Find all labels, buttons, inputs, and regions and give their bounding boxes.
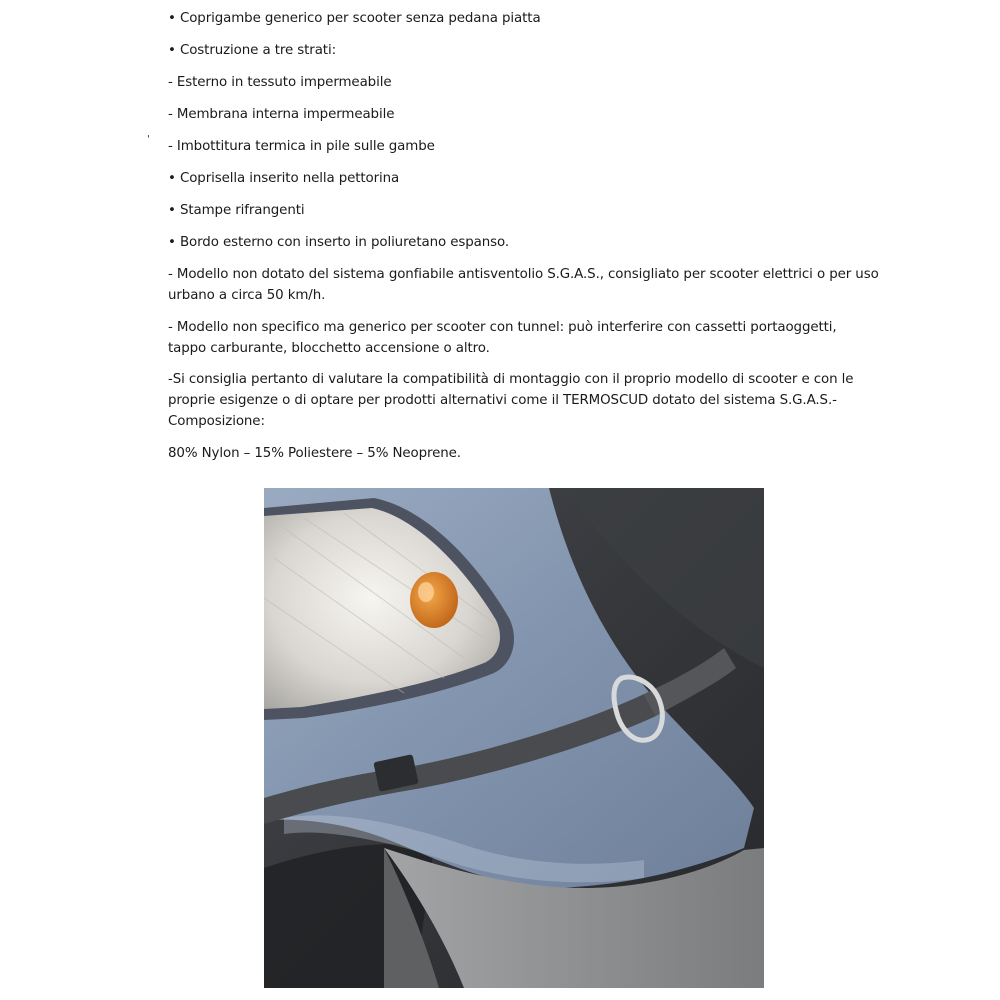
description-line: - Esterno in tessuto impermeabile: [168, 75, 392, 90]
description-line: tappo carburante, blocchetto accensione o altro.: [168, 341, 490, 356]
description-line: 80% Nylon – 15% Poliestere – 5% Neoprene.: [168, 446, 461, 461]
product-photo: [264, 488, 764, 988]
description-line: -Si consiglia pertanto di valutare la compatibilità di montaggio con il proprio modello di scooter e con le: [168, 372, 854, 387]
description-line: - Imbottitura termica in pile sulle gambe: [168, 139, 435, 154]
description-line: - Modello non specifico ma generico per scooter con tunnel: può interferire con cassetti portaoggetti,: [168, 320, 837, 335]
description-line: - Modello non dotato del sistema gonfiabile antisventolio S.G.A.S., consigliato per scooter elettrici o per uso: [168, 267, 879, 282]
description-line: • Coprisella inserito nella pettorina: [168, 171, 400, 186]
description-line: • Coprigambe generico per scooter senza pedana piatta: [168, 11, 541, 26]
indicator-light: [410, 572, 458, 628]
stray-mark: ': [147, 134, 150, 145]
description-line: • Stampe rifrangenti: [168, 203, 305, 218]
description-line: proprie esigenze o di optare per prodotti alternativi come il TERMOSCUD dotato del sistema S.G.A.S.-: [168, 393, 837, 408]
description-line: • Costruzione a tre strati:: [168, 43, 336, 58]
description-line: urbano a circa 50 km/h.: [168, 288, 326, 303]
description-line: Composizione:: [168, 414, 265, 429]
description-line: - Membrana interna impermeabile: [168, 107, 395, 122]
description-line: • Bordo esterno con inserto in poliuretano espanso.: [168, 235, 510, 250]
indicator-highlight: [418, 582, 434, 602]
